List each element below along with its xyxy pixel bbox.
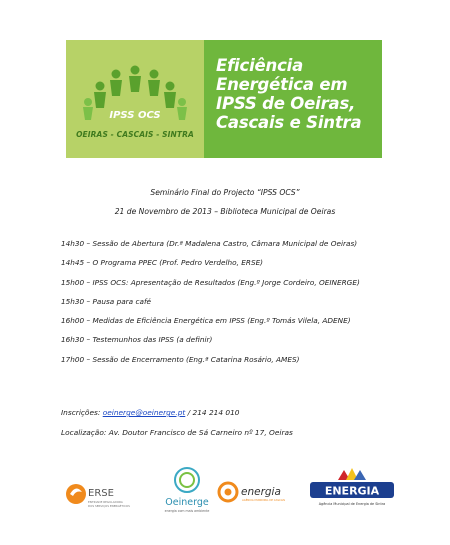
- partner-logos: [60, 466, 400, 518]
- sintra-energia-name: ENERGIA: [324, 484, 380, 498]
- cascais-energia-name: energia: [241, 486, 281, 498]
- title-line-2: Energética em: [216, 75, 348, 94]
- erse-logo: [64, 466, 134, 518]
- programme-item: 17h00 – Sessão de Encerramento (Eng.ª Catarina Rosário, AMES): [61, 354, 300, 364]
- registration-label: Inscrições:: [61, 408, 103, 417]
- registration-line: [61, 408, 240, 417]
- cascais-energia-logo: [216, 466, 306, 518]
- erse-tagline-2: DOS SERVIÇOS ENERGÉTICOS: [88, 504, 130, 508]
- brand-name: IPSS OCS: [109, 110, 161, 121]
- programme-item: 14h30 – Sessão de Abertura (Dr.ª Madalena Castro, Câmara Municipal de Oeiras): [61, 239, 358, 248]
- project-logo-panel: [66, 40, 204, 158]
- programme-item: 14h45 – O Programa PPEC (Prof. Pedro Verdelho, ERSE): [61, 258, 264, 268]
- programme-item: 15h00 – IPSS OCS: Apresentação de Resultados (Eng.º Jorge Cordeiro, OEINERGE): [61, 277, 360, 287]
- erse-name: ERSE: [88, 488, 114, 499]
- banner-title: [216, 56, 382, 132]
- oeinerge-logo: [150, 466, 224, 518]
- banner-title-panel: [204, 40, 382, 158]
- brand-towns: OEIRAS - CASCAIS - SINTRA: [76, 130, 194, 139]
- sintra-energia-logo: [304, 466, 400, 518]
- registration-phone: / 214 214 010: [185, 408, 240, 417]
- header-banner: [66, 40, 382, 158]
- event-subtitle: Seminário Final do Projecto “IPSS OCS”: [150, 188, 300, 197]
- registration-email-link[interactable]: oeinerge@oeinerge.pt: [102, 408, 186, 417]
- title-line-1: Eficiência: [216, 56, 304, 75]
- title-line-3: IPSS de Oeiras,: [216, 94, 356, 113]
- cascais-energia-tagline: AGÊNCIA MUNICIPAL DE CASCAIS: [242, 499, 286, 502]
- sintra-energia-tagline: Agência Municipal de Energia de Sintra: [318, 502, 386, 506]
- oeinerge-name: Oeinerge: [165, 497, 209, 508]
- event-date-place: 21 de Novembro de 2013 – Biblioteca Municipal de Oeiras: [114, 207, 336, 216]
- programme-item: 16h30 – Testemunhos das IPSS (a definir): [61, 335, 213, 345]
- oeinerge-tagline: energia com mais ambiente: [164, 509, 210, 513]
- location-line: Localização: Av. Doutor Francisco de Sá Carneiro nº 17, Oeiras: [61, 428, 293, 437]
- programme-item: 15h30 – Pausa para café: [61, 296, 152, 306]
- title-line-4: Cascais e Sintra: [216, 113, 362, 132]
- programme-item: 16h00 – Medidas de Eficiência Energética em IPSS (Eng.º Tomás Vilela, ADENE): [61, 316, 351, 326]
- programme-list: [61, 239, 421, 374]
- erse-tagline-1: ENTIDADE REGULADORA: [88, 500, 123, 504]
